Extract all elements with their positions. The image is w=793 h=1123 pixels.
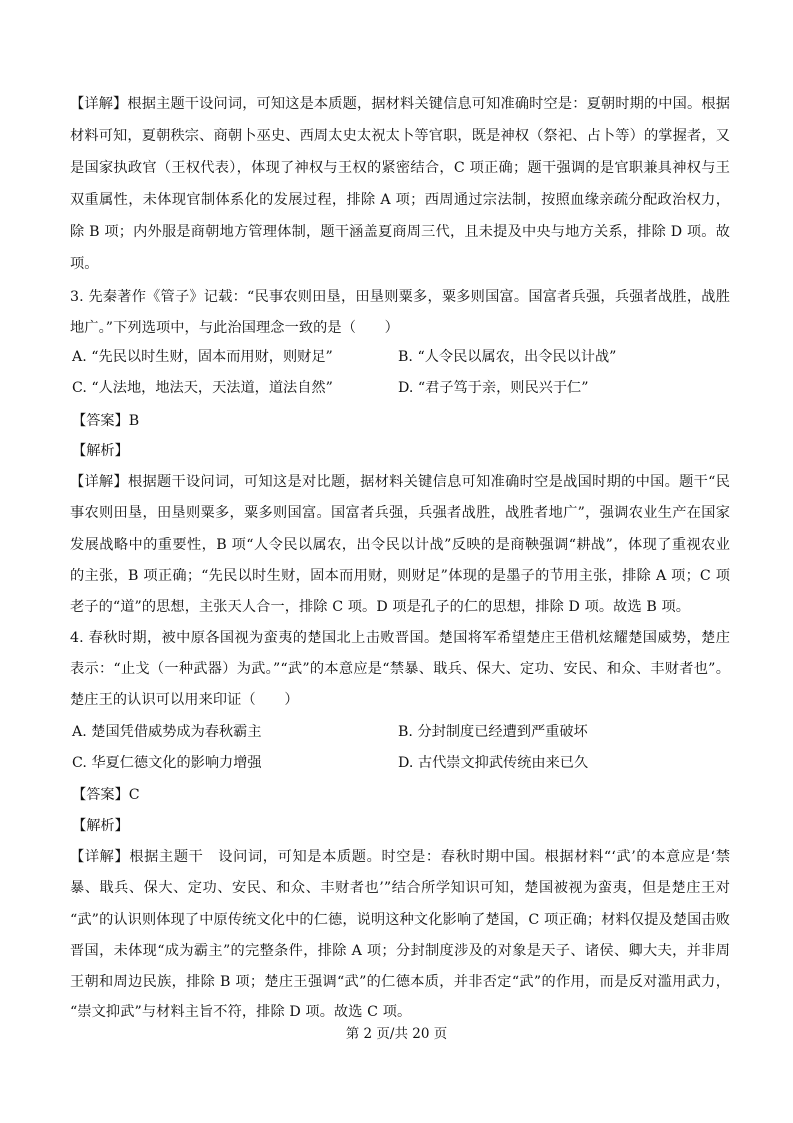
- q3-option-c: C. “人法地，地法天，天法道，道法自然”: [72, 380, 333, 396]
- q4-stem-line: 4. 春秋时期，被中原各国视为蛮夷的楚国北上击败晋国。楚国将军希望楚庄王借机炫耀楚国威势，楚庄: [70, 630, 730, 646]
- q4-detail-line: 王朝和周边民族，排除 B 项；楚庄王强调“武”的仁德本质，并非否定“武”的作用，而是反对滥用武力，: [70, 974, 730, 990]
- q4-option-row: [72, 753, 732, 775]
- q4-option-row: [72, 722, 732, 744]
- q4-option-c: C. 华夏仁德文化的影响力增强: [72, 755, 262, 771]
- q3-answer: 【答案】B: [72, 413, 140, 429]
- q2-detail-line: 除 B 项；内外服是商朝地方管理体制，题干涵盖夏商周三代，且未提及中央与地方关系，排除 D 项。故: [70, 224, 730, 240]
- page-number-footer: 第 2 页/共 20 页: [345, 1026, 448, 1042]
- q3-analysis-label: 【解析】: [72, 443, 129, 459]
- q2-detail-line: 【详解】根据主题干设问词，可知这是本质题，据材料关键信息可知准确时空是：夏朝时期的中国。根据: [70, 96, 730, 112]
- q4-option-b: B. 分封制度已经遭到严重破坏: [398, 724, 588, 740]
- q3-detail-line: 【详解】根据题干设问词，可知这是对比题，据材料关键信息可知准确时空是战国时期的中国。题干“民: [70, 474, 730, 490]
- q3-option-d: D. “君子笃于亲，则民兴于仁”: [398, 380, 589, 396]
- q4-option-d: D. 古代崇文抑武传统由来已久: [398, 755, 589, 771]
- q2-detail-line: 项。: [70, 256, 99, 272]
- q3-option-row: [72, 347, 732, 369]
- q4-stem-line: 楚庄王的认识可以用来印证（ ）: [70, 692, 299, 708]
- q2-detail-line: 是国家执政官（王权代表），体现了神权与王权的紧密结合，C 项正确；题干强调的是官职兼具神权与王: [70, 160, 730, 176]
- q3-detail-line: 发展战略中的重要性，B 项“人令民以属农，出令民以计战”反映的是商鞅强调“耕战”，体现了重视农业: [70, 537, 730, 553]
- q3-detail-line: 事农则田垦，田垦则粟多，粟多则国富。国富者兵强，兵强者战胜，战胜者地广”，强调农业生产在国家: [70, 505, 730, 521]
- q3-option-row: [72, 378, 732, 400]
- q3-option-b: B. “人令民以属农，出令民以计战”: [398, 349, 617, 365]
- q4-stem-line: 表示：“止戈（一种武器）为武。”“武”的本意应是“禁暴、戢兵、保大、定功、安民、和众、丰财者也”。: [70, 661, 730, 677]
- q4-answer: 【答案】C: [72, 787, 140, 803]
- q4-analysis-label: 【解析】: [72, 818, 129, 834]
- q4-detail-line: 晋国，未体现“成为霸主”的完整条件，排除 A 项；分封制度涉及的对象是天子、诸侯、卿大夫，并非周: [70, 943, 730, 959]
- q2-detail-line: 双重属性，未体现官制体系化的发展过程，排除 A 项；西周通过宗法制，按照血缘亲疏分配政治权力，: [70, 192, 730, 208]
- q4-detail-line: “崇文抑武”与材料主旨不符，排除 D 项。故选 C 项。: [70, 1004, 412, 1020]
- q3-stem-line: 3. 先秦著作《管子》记载：“民事农则田垦，田垦则粟多，粟多则国富。国富者兵强，兵强者战胜，战胜: [70, 289, 730, 305]
- q4-detail-line: “武”的认识则体现了中原传统文化中的仁德，说明这种文化影响了楚国，C 项正确；材料仅提及楚国击败: [70, 912, 730, 928]
- q3-detail-line: 的主张，B 项正确；“先民以时生财，固本而用财，则财足”体现的是墨子的节用主张，排除 A 项；C 项: [70, 568, 730, 584]
- q3-detail-line: 老子的“道”的思想，主张天人合一，排除 C 项。D 项是孔子的仁的思想，排除 D 项。故选 B 项。: [70, 599, 691, 615]
- q4-detail-line: 暴、戢兵、保大、定功、安民、和众、丰财者也’”结合所学知识可知，楚国被视为蛮夷，但是楚庄王对: [70, 880, 730, 896]
- q4-detail-line: 【详解】根据主题干 设问词，可知是本质题。时空是：春秋时期中国。根据材料“‘武’的本意应是‘禁: [70, 849, 730, 865]
- q2-detail-line: 材料可知，夏朝秩宗、商朝卜巫史、西周太史太祝太卜等官职，既是神权（祭祀、占卜等）的掌握者，又: [70, 128, 730, 144]
- q3-option-a: A. “先民以时生财，固本而用财，则财足”: [72, 349, 333, 365]
- q3-stem-line: 地广。”下列选项中，与此治国理念一致的是（ ）: [70, 320, 399, 336]
- q4-option-a: A. 楚国凭借威势成为春秋霸主: [72, 724, 262, 740]
